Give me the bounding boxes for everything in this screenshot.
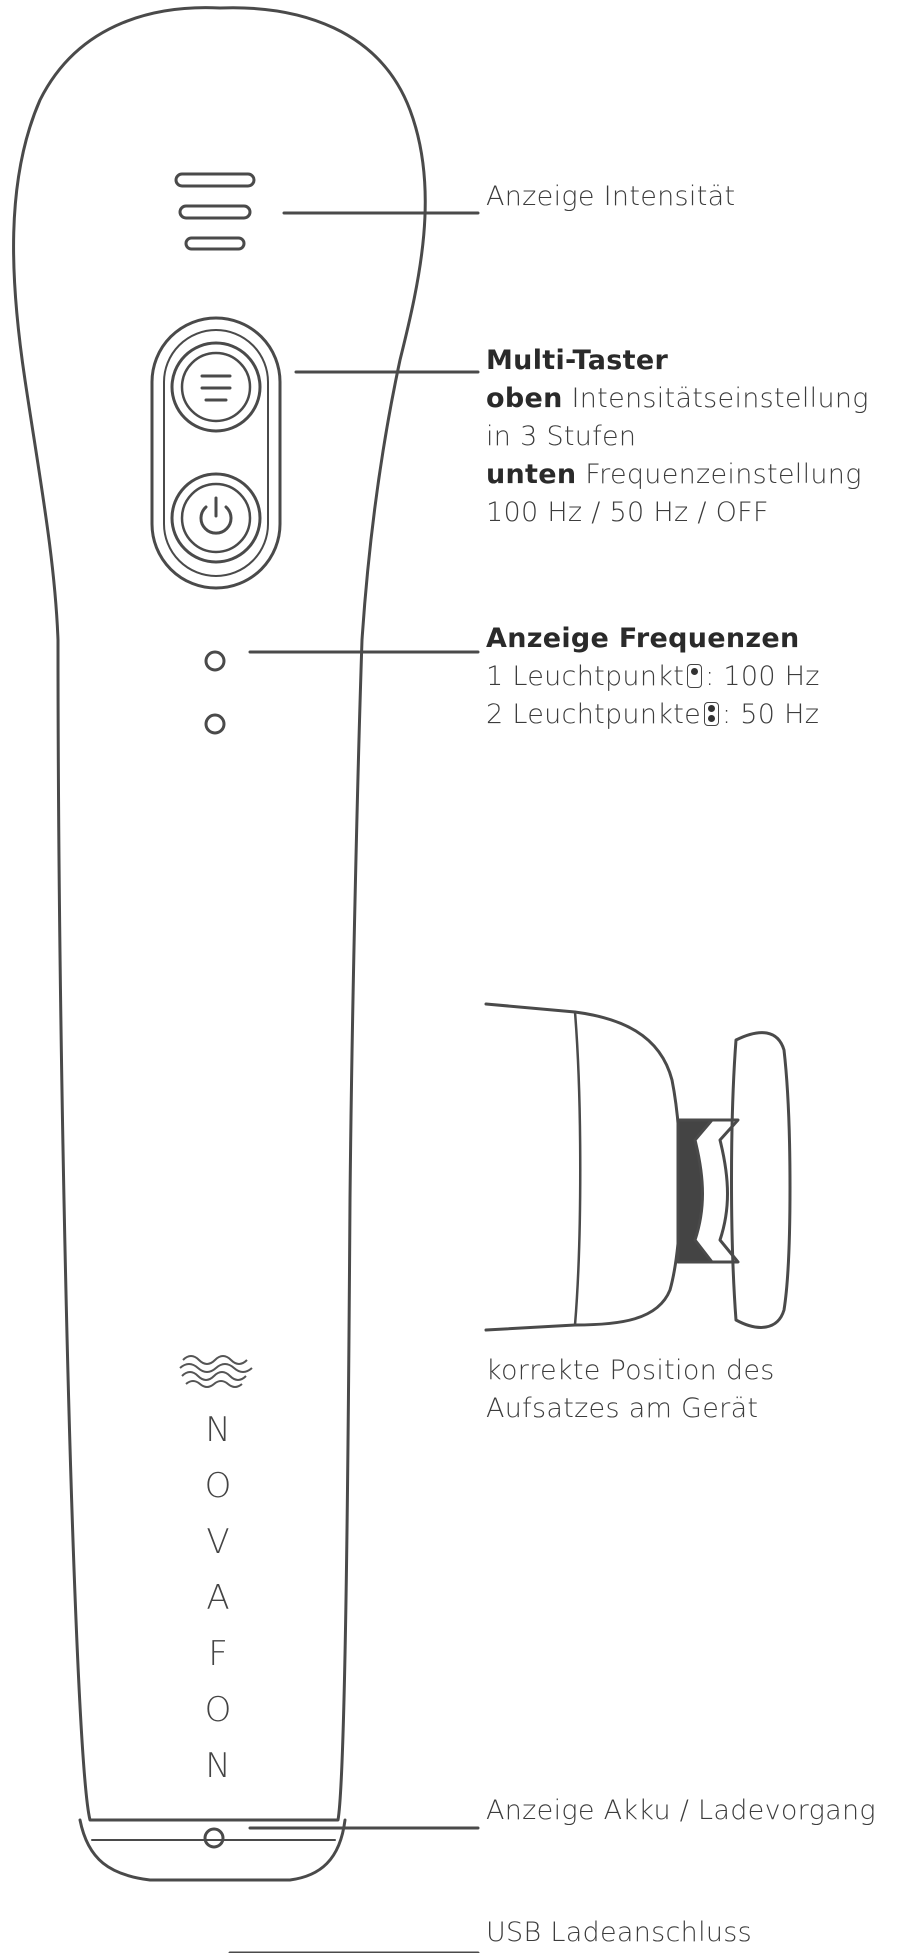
led-dot-icon	[205, 1829, 223, 1847]
label-attachment-position: korrekte Position des Aufsatzes am Gerät	[486, 1355, 775, 1424]
led-dot-icon	[206, 715, 224, 733]
label-intensity-display: Anzeige Intensität	[486, 181, 736, 212]
two-dots-icon	[704, 702, 719, 726]
intensity-bars-icon	[176, 174, 254, 249]
led-dot-icon	[206, 652, 224, 670]
power-icon	[172, 474, 260, 562]
brand-name: NOVAFON	[198, 1410, 238, 1802]
label-multi-button: Multi-Taster oben Intensitätseinstellung in 3 Stufen unten Frequenzeinstellung 100 Hz / 50 Hz / OFF	[486, 342, 869, 532]
attachment-drawing	[486, 1004, 790, 1330]
menu-lines-icon	[172, 343, 260, 431]
frequency-title: Anzeige Frequenzen	[486, 623, 800, 654]
label-usb-port: USB Ladeanschluss	[486, 1917, 753, 1948]
label-battery-display: Anzeige Akku / Ladevorgang	[486, 1795, 876, 1826]
one-dot-icon	[687, 664, 702, 688]
label-frequency-display: Anzeige Frequenzen 1 Leuchtpunkt : 100 Hz 2 Leuchtpunkte : 50 Hz	[486, 620, 820, 734]
novafon-logo-icon	[180, 1356, 252, 1387]
button-panel	[152, 318, 280, 588]
multi-button-title: Multi-Taster	[486, 345, 669, 376]
